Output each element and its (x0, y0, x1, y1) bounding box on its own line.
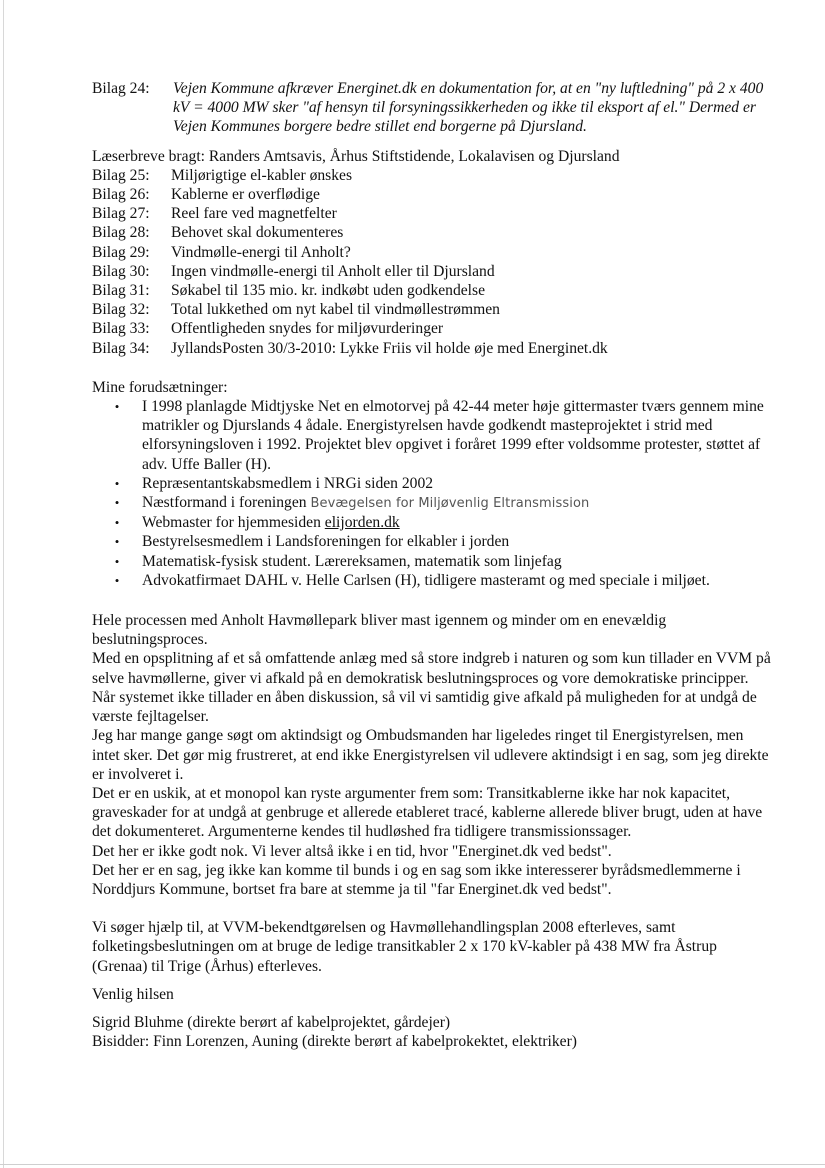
signature-line: Bisidder: Finn Lorenzen, Auning (direkte berørt af kabelprokektet, elektriker) (92, 1033, 577, 1051)
bilag-item (92, 300, 772, 319)
premise-text: Matematisk-fysisk student. Lærereksamen, matematik som linjefag (142, 552, 562, 570)
bilag-number: Bilag 25: (92, 166, 150, 184)
bilag-number: Bilag 31: (92, 282, 150, 300)
scan-edge-left (3, 0, 4, 1168)
scan-edge-bottom (0, 1164, 825, 1165)
website-link[interactable]: elijorden.dk (324, 514, 400, 532)
premise-item (92, 474, 772, 493)
bilag-24-entry (92, 79, 772, 137)
bilag-number: Bilag 33: (92, 320, 150, 338)
bullet-icon: • (114, 475, 120, 491)
premise-item (92, 532, 772, 551)
premise-prefix: Næstformand i foreningen (142, 494, 311, 512)
bilag-number: Bilag 34: (92, 339, 150, 357)
bilag-item (92, 243, 772, 262)
bilag-title: Reel fare ved magnetfelter (171, 205, 337, 223)
bullet-icon: • (114, 515, 120, 531)
bullet-icon: • (114, 534, 120, 550)
organization-name: Bevægelsen for Miljøvenlig Eltransmission (310, 496, 590, 512)
bilag-item (92, 223, 772, 242)
bullet-icon: • (114, 553, 120, 569)
closing: Venlig hilsen (92, 985, 174, 1003)
bilag-title: Total lukkethed om nyt kabel til vindmøllestrømmen (171, 301, 500, 319)
bilag-title: Ingen vindmølle-energi til Anholt eller til Djursland (171, 262, 495, 280)
bilag-24-label: Bilag 24: (92, 80, 150, 97)
premises-list (92, 397, 772, 590)
premise-text (142, 513, 772, 532)
bilag-24-text: Vejen Kommune afkræver Energinet.dk en dokumentation for, at en "ny luftledning" på 2 x 400 kV = 4000 MW sker "af hensyn til forsyningssikkerheden og ikke til eksport af el." Dermed er Vejen Kommunes borgere bedre stillet end borgerne på Djursland. (173, 80, 764, 136)
bilag-title: Søkabel til 135 mio. kr. indkøbt uden godkendelse (171, 282, 486, 300)
bullet-icon: • (114, 572, 120, 588)
bilag-number: Bilag 28: (92, 224, 150, 242)
bullet-icon: • (114, 495, 120, 511)
bilag-item (92, 339, 772, 358)
premise-prefix: Webmaster for hjemmesiden (142, 514, 325, 532)
premise-text: I 1998 planlagde Midtjyske Net en elmotorvej på 42-44 meter høje gittermaster tværs gennem mine matrikler og Djurslands 4 ådale. Energistyrelsen havde godkendt masteprojektet i strid med elforsyningsloven i 1992. Projektet blev opgivet i foråret 1999 efter voldsomme protester, støttet af adv. Uffe Baller (H). (142, 398, 764, 473)
bilag-title: Miljørigtige el-kabler ønskes (171, 166, 353, 184)
bilag-item (92, 319, 772, 338)
premises-heading: Mine forudsætninger: (92, 378, 228, 396)
bilag-item (92, 185, 772, 204)
premise-text: Bestyrelsesmedlem i Landsforeningen for elkabler i jorden (142, 533, 510, 551)
bilag-title: Vindmølle-energi til Anholt? (171, 243, 351, 261)
paragraph: Det er en uskik, at et monopol kan ryste argumenter frem som: Transitkablerne ikke har nok kapacitet, graveskader for at undgå at genbruge et allerede etableret tracé, kablerne allerede bliver brugt, uden at have det dokumenteret. Argumenterne kendes til hudløshed fra tidligere transmissionssager. (92, 784, 763, 841)
paragraph: Med en opsplitning af et så omfattende anlæg med så store indgreb i naturen og som kun tillader en VVM på selve havmøllerne, giver vi afkald på en demokratisk beslutningsproces og vore demokratiske principper. Når systemet ikke tillader en åben diskussion, så vil vi samtidig give afkald på muligheden for at undgå de værste fejltagelser. (92, 650, 771, 726)
paragraph: Det her er en sag, jeg ikke kan komme til bunds i og en sag som ikke interesserer byrådsmedlemmerne i Norddjurs Kommune, bortset fra bare at stemme ja til "far Energinet.dk ved bedst". (92, 861, 741, 898)
bilag-number: Bilag 27: (92, 205, 150, 223)
premise-item (92, 493, 772, 513)
bilag-number: Bilag 30: (92, 262, 150, 280)
bilag-list (92, 166, 772, 358)
paragraph: Hele processen med Anholt Havmøllepark bliver mast igennem og minder om en enevældig beslutningsproces. (92, 612, 667, 649)
bilag-number: Bilag 32: (92, 301, 150, 319)
body-paragraphs (92, 611, 772, 1051)
bilag-number: Bilag 26: (92, 186, 150, 204)
bullet-icon: • (114, 399, 120, 415)
paragraph: Det her er ikke godt nok. Vi lever altså ikke i en tid, hvor "Energinet.dk ved bedst". (92, 842, 612, 860)
premise-text: Repræsentantskabsmedlem i NRGi siden 2002 (142, 474, 434, 492)
bilag-title: Kablerne er overflødige (171, 186, 320, 204)
signature-line: Sigrid Bluhme (direkte berørt af kabelprojektet, gårdejer) (92, 1013, 451, 1031)
premise-text: Advokatfirmaet DAHL v. Helle Carlsen (H), tidligere masteramt og med speciale i miljøet. (142, 571, 710, 589)
bilag-item (92, 262, 772, 281)
premise-item (92, 397, 772, 474)
premise-item (92, 513, 772, 532)
premise-item (92, 571, 772, 590)
letter-body (92, 79, 772, 1051)
bilag-number: Bilag 29: (92, 243, 150, 261)
bilag-title: Offentligheden snydes for miljøvurderinger (171, 320, 444, 338)
bilag-title: JyllandsPosten 30/3-2010: Lykke Friis vil holde øje med Energinet.dk (171, 339, 608, 357)
bilag-item (92, 204, 772, 223)
paragraph: Jeg har mange gange søgt om aktindsigt og Ombudsmanden har ligeledes ringet til Energistyrelsen, men intet sker. Det gør mig frustreret, at end ikke Energistyrelsen vil udlevere aktindsigt i en sag, som jeg direkte er involveret i. (92, 727, 769, 783)
readers-letters-line: Læserbreve bragt: Randers Amtsavis, Århus Stiftstidende, Lokalavisen og Djursland (92, 147, 620, 165)
premise-text (142, 493, 772, 513)
bilag-title: Behovet skal dokumenteres (171, 224, 344, 242)
bilag-item (92, 166, 772, 185)
bilag-item (92, 281, 772, 300)
premise-item (92, 552, 772, 571)
paragraph: Vi søger hjælp til, at VVM-bekendtgørelsen og Havmøllehandlingsplan 2008 efterleves, samt folketingsbeslutningen om at bruge de ledige transitkabler 2 x 170 kV-kabler på 438 MW fra Åstrup (Grenaa) til Trige (Århus) efterleves. (92, 919, 717, 975)
